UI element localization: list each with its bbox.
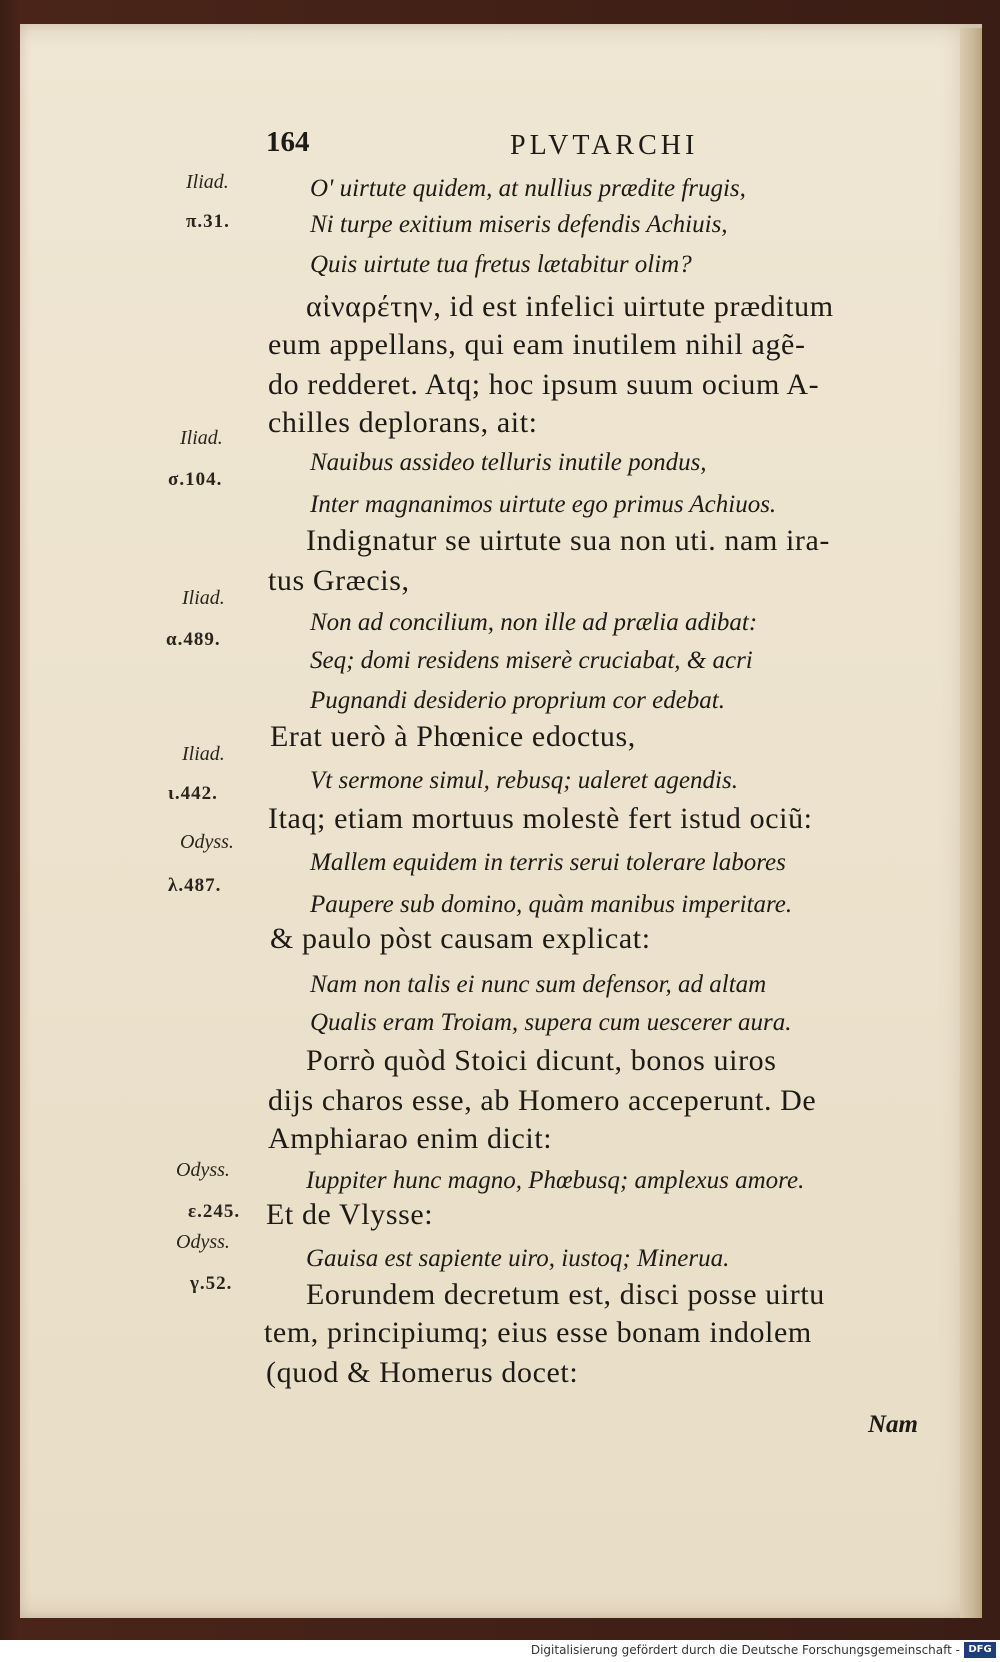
prose-line: chilles deplorans, ait:	[268, 406, 538, 439]
page-edge	[960, 28, 982, 1618]
prose-line: Erat uerò à Phœnice edoctus,	[270, 720, 636, 753]
margin-note: Odyss.	[176, 1159, 230, 1181]
verse-line: Vt sermone simul, rebusq; ualeret agendis.	[310, 767, 738, 794]
verse-line: Ni turpe exitium miseris defendis Achiuis,	[310, 211, 728, 238]
prose-line: αἰναρέτην, id est infelici uirtute præditum	[306, 290, 834, 323]
verse-line: Paupere sub domino, quàm manibus imperitare.	[310, 891, 793, 918]
margin-note: γ.52.	[190, 1273, 233, 1294]
prose-line: tus Græcis,	[268, 564, 410, 597]
margin-note: Odyss.	[176, 1231, 230, 1253]
verse-line: Nauibus assideo telluris inutile pondus,	[310, 449, 707, 476]
margin-note: α.489.	[166, 629, 221, 650]
verse-line: Qualis eram Troiam, supera cum uescerer aura.	[310, 1009, 792, 1036]
prose-line: tem, principiumq; eius esse bonam indolem	[264, 1316, 812, 1349]
margin-note: ε.245.	[188, 1201, 241, 1222]
footer-bar	[0, 1640, 1000, 1662]
verse-line: Gauisa est sapiente uiro, iustoq; Minerua.	[306, 1245, 730, 1272]
prose-line: eum appellans, qui eam inutilem nihil agẽ-	[268, 328, 806, 361]
margin-note: σ.104.	[168, 469, 223, 490]
verse-line: Pugnandi desiderio proprium cor edebat.	[310, 687, 726, 714]
prose-line: Amphiarao enim dicit:	[268, 1122, 553, 1155]
margin-note: ι.442.	[168, 783, 218, 804]
prose-line: Et de Vlysse:	[266, 1198, 434, 1231]
margin-note: π.31.	[186, 211, 230, 232]
verse-line: Mallem equidem in terris serui tolerare labores	[310, 849, 786, 876]
prose-line: Eorundem decretum est, disci posse uirtu	[306, 1278, 825, 1311]
verse-line: Non ad concilium, non ille ad prælia adibat:	[310, 609, 758, 636]
prose-line: Itaq; etiam mortuus molestè fert istud ociũ:	[268, 802, 813, 835]
prose-line: do redderet. Atq; hoc ipsum suum ocium A-	[268, 368, 820, 401]
prose-line: (quod & Homerus docet:	[266, 1356, 579, 1389]
digitization-credit: Digitalisierung gefördert durch die Deutsche Forschungsgemeinschaft -	[530, 1643, 960, 1657]
dfg-logo: DFG	[964, 1642, 996, 1658]
verse-line: Iuppiter hunc magno, Phœbusq; amplexus amore.	[306, 1167, 805, 1194]
verse-line: O' uirtute quidem, at nullius prædite frugis,	[310, 175, 746, 202]
verse-line: Inter magnanimos uirtute ego primus Achiuos.	[310, 491, 777, 518]
verse-line: Quis uirtute tua fretus lætabitur olim?	[310, 251, 692, 278]
prose-line: & paulo pòst causam explicat:	[270, 922, 651, 955]
catchword: Nam	[868, 1411, 918, 1438]
margin-note: Iliad.	[186, 171, 229, 193]
margin-note: Odyss.	[180, 831, 234, 853]
margin-note: Iliad.	[182, 743, 225, 765]
margin-note: Iliad.	[180, 427, 223, 449]
verse-line: Nam non talis ei nunc sum defensor, ad altam	[310, 971, 767, 998]
prose-line: Indignatur se uirtute sua non uti. nam ira-	[306, 524, 831, 557]
prose-line: dijs charos esse, ab Homero acceperunt. De	[268, 1084, 817, 1117]
margin-note: Iliad.	[182, 587, 225, 609]
margin-note: λ.487.	[168, 875, 222, 896]
folio-number: 164	[266, 126, 310, 158]
running-title: PLVTARCHI	[510, 130, 699, 161]
prose-line: Porrò quòd Stoici dicunt, bonos uiros	[306, 1044, 777, 1077]
verse-line: Seq; domi residens miserè cruciabat, & acri	[310, 647, 753, 674]
